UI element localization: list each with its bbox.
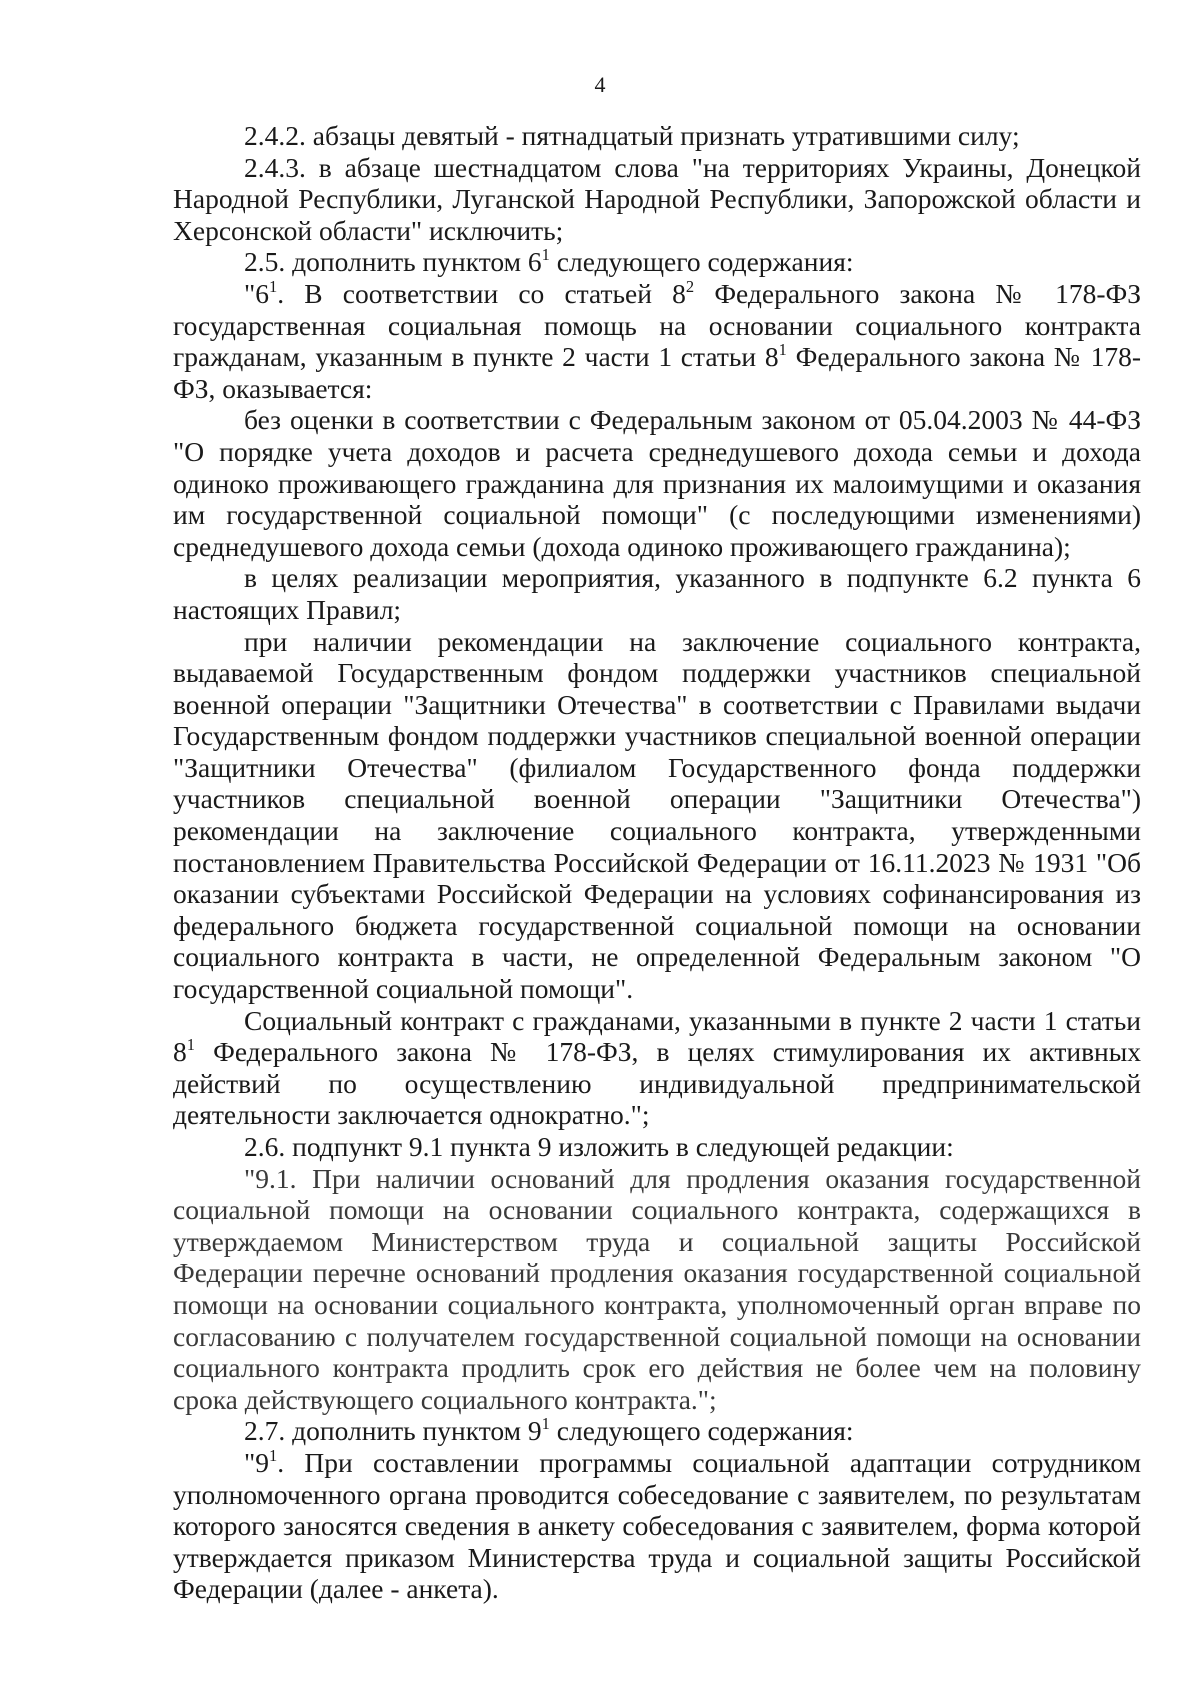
paragraph-text: Федерального закона № 178-ФЗ, в целях стимулирования их активных действий по осуществлению индивидуальной предпринимательской деятельности заключается однократно.";	[173, 1036, 1141, 1131]
superscript: 2	[685, 277, 695, 296]
paragraph-text: Федерального закона № 178-ФЗ, оказывается:	[173, 341, 1141, 404]
paragraph	[173, 278, 1141, 404]
paragraph-text: 2.4.3. в абзаце шестнадцатом слова "на территориях Украины, Донецкой Народной Республики, Луганской Народной Республики, Запорожской области и Херсонской области" исключить;	[173, 151, 1141, 246]
page-number: 4	[594, 72, 606, 97]
superscript: 1	[541, 245, 550, 265]
paragraph	[173, 562, 1141, 625]
paragraph-text: 2.4.2. абзацы девятый - пятнадцатый признать утратившими силу;	[244, 120, 1020, 151]
paragraph	[173, 1131, 1141, 1163]
superscript: 1	[268, 1445, 278, 1465]
paragraph-text: "9	[244, 1446, 269, 1478]
paragraph	[173, 626, 1141, 1005]
paragraph-text: 2.6. подпункт 9.1 пункта 9 изложить в следующей редакции:	[244, 1131, 954, 1162]
paragraph-text: без оценки в соответствии с Федеральным законом от 05.04.2003 № 44-ФЗ "О порядке учета доходов и расчета среднедушевого дохода семьи и дохода одиноко проживающего гражданина для признания их малоимущими и оказания им государственной социальной помощи" (с последующими изменениями) среднедушевого дохода семьи (дохода одиноко проживающего гражданина);	[173, 404, 1141, 562]
paragraph	[173, 152, 1141, 247]
superscript: 1	[186, 1035, 195, 1055]
paragraph-text: "9.1. При наличии оснований для продления оказания государственной социальной помощи на основании социального контракта, содержащихся в утверждаемом Министерством труда и социальной защиты Российской Федерации перечне оснований продления оказания государственной социальной помощи на основании социального контракта, уполномоченный орган вправе по согласованию с получателем государственной социальной помощи на основании социального контракта продлить срок его действия не более чем на половину срока действующего социального контракта.";	[173, 1162, 1141, 1415]
superscript: 1	[778, 340, 787, 360]
paragraph	[173, 404, 1141, 562]
paragraph	[173, 246, 1141, 278]
paragraph	[173, 1415, 1141, 1447]
paragraph-text: "6	[244, 277, 269, 309]
paragraph	[173, 1005, 1141, 1131]
paragraph-text: 2.5. дополнить пунктом 6	[244, 246, 542, 278]
paragraph-text: следующего содержания:	[549, 246, 854, 278]
paragraph-text: Федерального закона № 178-ФЗ государственная социальная помощь на основании социального контракта гражданам, указанным в пункте 2 части 1 статьи 8	[173, 277, 1141, 373]
document-body	[173, 120, 1141, 1605]
paragraph-text: следующего содержания:	[549, 1415, 854, 1447]
paragraph-text: при наличии рекомендации на заключение социального контракта, выдаваемой Государственным фондом поддержки участников специальной военной операции "Защитники Отечества" в соответствии с Правилами выдачи Государственным фондом поддержки участников специальной военной операции "Защитники Отечества" (филиалом Государственного фонда поддержки участников специальной военной операции "Защитники Отечества") рекомендации на заключение социального контракта, утвержденными постановлением Правительства Российской Федерации от 16.11.2023 № 1931 "Об оказании субъектами Российской Федерации на условиях софинансирования из федерального бюджета государственной социальной помощи на основании социального контракта в части, не определенной Федеральным законом "О государственной социальной помощи".	[173, 625, 1141, 1005]
superscript: 1	[541, 1414, 550, 1434]
paragraph-text: в целях реализации мероприятия, указанного в подпункте 6.2 пункта 6 настоящих Правил;	[173, 562, 1141, 625]
paragraph-text: Социальный контракт с гражданами, указанными в пункте 2 части 1 статьи 8	[173, 1004, 1141, 1068]
paragraph-text: . При составлении программы социальной адаптации сотрудником уполномоченного органа проводится собеседование с заявителем, по результатам которого заносятся сведения в анкету собеседования с заявителем, форма которой утверждается приказом Министерства труда и социальной защиты Российской Федерации (далее - анкета).	[173, 1446, 1141, 1605]
paragraph-text: . В соответствии со статьей 8	[277, 277, 686, 309]
paragraph-text: 2.7. дополнить пунктом 9	[244, 1415, 542, 1447]
paragraph	[173, 120, 1141, 152]
paragraph	[173, 1447, 1141, 1605]
paragraph	[173, 1163, 1141, 1416]
superscript: 1	[268, 277, 278, 296]
